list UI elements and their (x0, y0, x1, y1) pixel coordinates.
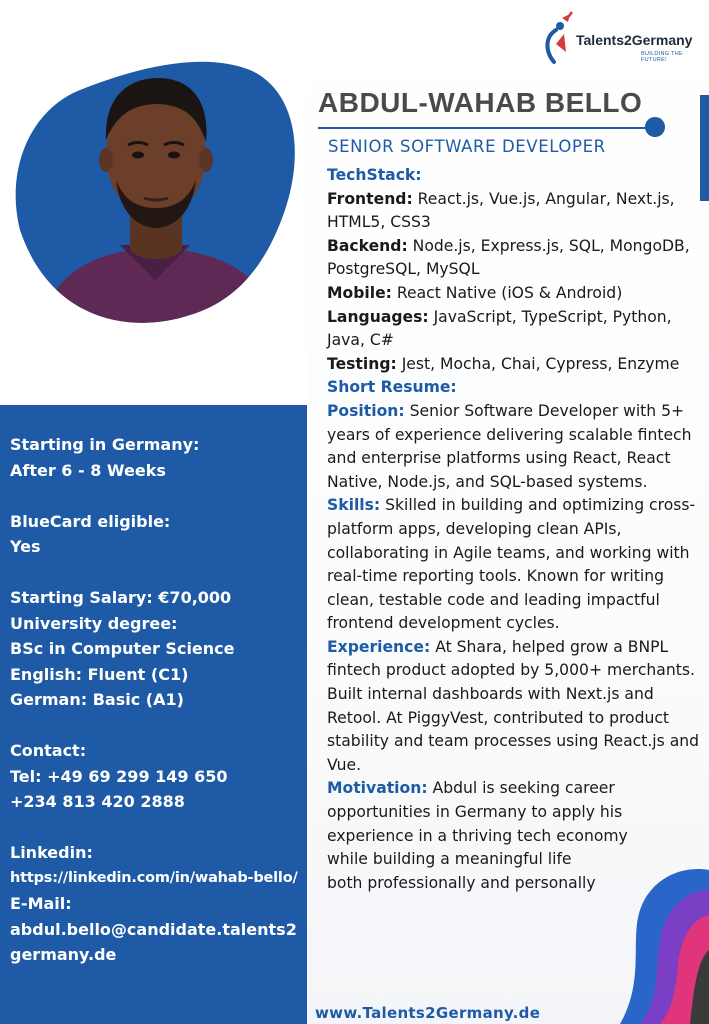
decorative-swoosh (600, 860, 709, 1024)
degree-value: BSc in Computer Science (10, 639, 235, 658)
bluecard-value: Yes (10, 537, 41, 556)
skills-paragraph: Skills: Skilled in building and optimizing cross-platform apps, developing clean APIs, collaborating in Agile teams, and working with real-time reporting tools. Known for writing clean, testable code and leading impactful frontend development cycles. (327, 496, 696, 633)
english-level: English: Fluent (C1) (10, 664, 189, 684)
experience-paragraph: Experience: At Shara, helped grow a BNPL fintech product adopted by 5,000+ merchants. Built internal dashboards with Next.js and Retool. At PiggyVest, contributed to product stability and team processes using React.js and Vue. (327, 637, 700, 774)
languages-line: Languages: JavaScript, TypeScript, Python, Java, C# (327, 307, 672, 350)
frontend-line: Frontend: React.js, Vue.js, Angular, Next.js, HTML5, CSS3 (327, 189, 675, 232)
motivation-paragraph: Motivation: Abdul is seeking career opportunities in Germany to apply his experience in a thriving tech economy while building a meaningful life (327, 779, 628, 869)
logo-tagline: BUILDING THE FUTURE! (641, 51, 684, 63)
testing-line: Testing: Jest, Mocha, Chai, Cypress, Enzyme (327, 354, 680, 373)
contact-label: Contact: (10, 741, 87, 760)
salary: Starting Salary: €70,000 (10, 588, 232, 607)
avatar (0, 0, 307, 405)
linkedin-link[interactable]: https://linkedin.com/in/wahab-bello/ (10, 869, 298, 886)
name-underline (318, 127, 653, 129)
resume-heading: Short Resume: (327, 378, 457, 397)
candidate-title: SENIOR SOFTWARE DEVELOPER (328, 137, 606, 156)
german-level: German: Basic (A1) (10, 690, 184, 709)
linkedin-label: Linkedin: (10, 843, 93, 862)
start-value: After 6 - 8 Weeks (10, 460, 166, 480)
name-underline-dot (645, 117, 665, 137)
degree-label: University degree: (10, 613, 178, 633)
phone-secondary[interactable]: +234 813 420 2888 (10, 792, 185, 811)
phone-primary[interactable]: Tel: +49 69 299 149 650 (10, 766, 228, 786)
website-link[interactable]: www.Talents2Germany.de (315, 1004, 541, 1022)
position-paragraph: Position: Senior Software Developer with 5+ years of experience delivering scalable fintech and enterprise platforms using React, React Native, Node.js, and SQL-based systems. (327, 401, 692, 491)
mobile-line: Mobile: React Native (iOS & Android) (327, 283, 623, 302)
candidate-name: ABDUL-WAHAB BELLO (318, 87, 643, 118)
logo-name: Talents2Germany (576, 32, 693, 48)
start-label: Starting in Germany: (10, 435, 200, 454)
motivation-paragraph-end: both professionally and personally (327, 873, 596, 892)
bluecard-label: BlueCard eligible: (10, 511, 171, 531)
email-link[interactable]: abdul.bello@candidate.talents2germany.de (10, 919, 297, 964)
sidebar-details (10, 432, 306, 968)
techstack-heading: TechStack: (327, 166, 422, 184)
email-label: E-Mail: (10, 894, 72, 913)
profile-body (327, 164, 707, 895)
backend-line: Backend: Node.js, Express.js, SQL, MongoDB, PostgreSQL, MySQL (327, 236, 690, 279)
